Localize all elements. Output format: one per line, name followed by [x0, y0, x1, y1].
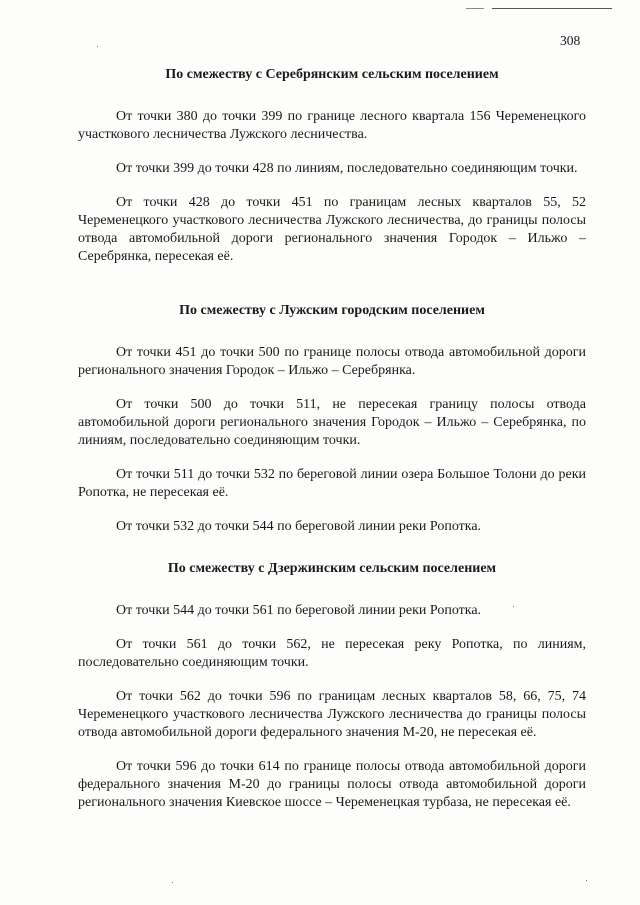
scan-speck — [172, 882, 173, 883]
section-heading: По смежеству с Лужским городским поселением — [179, 303, 485, 318]
page-number: 308 — [560, 33, 581, 48]
paragraph: От точки 511 до точки 532 по береговой линии озера Большое Толони до реки Ропотка, не пересекая её. — [78, 467, 586, 500]
paragraph: От точки 380 до точки 399 по границе лесного квартала 156 Череменецкого участкового лесничества Лужского лесничества. — [78, 109, 586, 142]
paragraph: От точки 500 до точки 511, не пересекая границу полосы отвода автомобильной дороги регионального значения Городок – Ильжо – Серебрянка, по линиям, последовательно соединяющим точки. — [78, 397, 586, 448]
paragraph: От точки 399 до точки 428 по линиям, последовательно соединяющим точки. — [116, 161, 578, 176]
scan-speck — [97, 46, 98, 47]
scan-speck — [586, 880, 587, 881]
document-body — [78, 66, 586, 812]
paragraph: От точки 451 до точки 500 по границе полосы отвода автомобильной дороги регионального значения Городок – Ильжо – Серебрянка. — [78, 345, 586, 378]
paragraph: От точки 544 до точки 561 по береговой линии реки Ропотка. — [116, 603, 482, 618]
section-heading: По смежеству с Дзержинским сельским поселением — [167, 561, 497, 576]
paragraph: От точки 428 до точки 451 по границам лесных кварталов 55, 52 Череменецкого участкового лесничества Лужского лесничества, до границы полосы отвода автомобильной дороги регионального значения Городок – Ильжо – Серебрянка, пересекая её. — [78, 195, 586, 264]
paragraph: От точки 596 до точки 614 по границе полосы отвода автомобильной дороги федерального значения М-20 до границы полосы отвода автомобильной дороги регионального значения Киевское шоссе – Череменецкая турбаза, не пересекая её. — [78, 759, 586, 810]
section-heading: По смежеству с Серебрянским сельским поселением — [165, 67, 499, 82]
scan-artifact-line — [466, 8, 484, 9]
paragraph: От точки 562 до точки 596 по границам лесных кварталов 58, 66, 75, 74 Череменецкого участкового лесничества Лужского лесничества до границы полосы отвода автомобильной дороги федерального значения М-20, не пересекая её. — [78, 689, 586, 740]
paragraph: От точки 561 до точки 562, не пересекая реку Ропотка, по линиям, последовательно соединяющим точки. — [78, 637, 586, 670]
paragraph: От точки 532 до точки 544 по береговой линии реки Ропотка. — [116, 519, 482, 534]
scan-artifact-line — [492, 8, 612, 9]
